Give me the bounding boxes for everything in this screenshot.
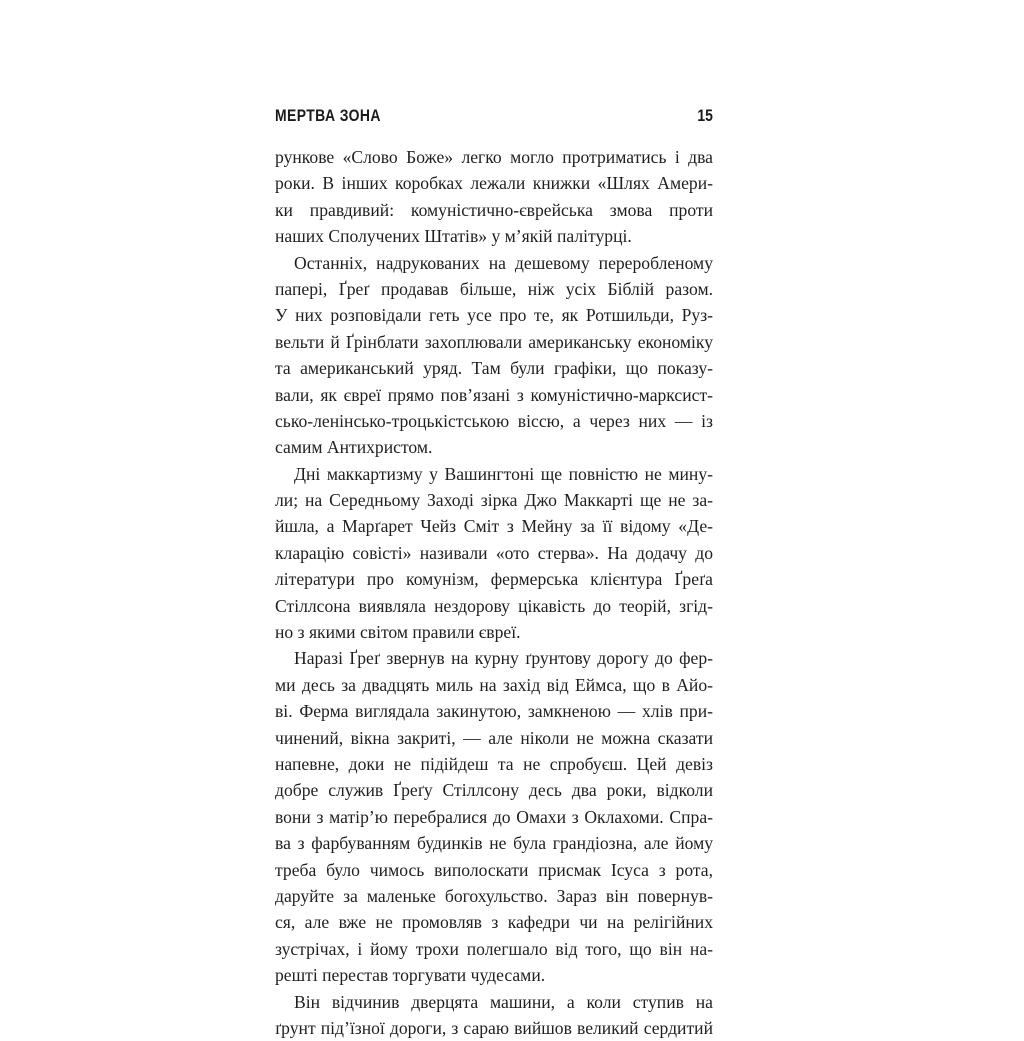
text-line: літератури про комунізм, фермерська клієнтура Ґреґа xyxy=(275,566,713,592)
text-line: вельти й Ґрінблати захоплювали американську економіку xyxy=(275,329,713,355)
text-line: ли; на Середньому Заході зірка Джо Маккарті ще не за- xyxy=(275,487,713,513)
text-line: но з якими світом правили євреї. xyxy=(275,619,713,645)
text-line: чинений, вікна закриті, — але ніколи не можна сказати xyxy=(275,725,713,751)
text-line: вони з матір’ю перебралися до Омахи з Оклахоми. Спра- xyxy=(275,804,713,830)
paragraph xyxy=(275,461,713,646)
text-line: кларацію совісті» називали «ото стерва». На додачу до xyxy=(275,540,713,566)
paragraph xyxy=(275,645,713,988)
text-line: ки правдивий: комуністично-єврейська змова проти xyxy=(275,197,713,223)
text-line: папері, Ґреґ продавав більше, ніж усіх Біблій разом. xyxy=(275,276,713,302)
text-line: У них розповідали геть усе про те, як Ротшильди, Руз- xyxy=(275,302,713,328)
text-line: зустрічах, і йому трохи полегшало від того, що він на- xyxy=(275,936,713,962)
text-line: рункове «Слово Боже» легко могло протриматись і два xyxy=(275,144,713,170)
text-line: та американський уряд. Там були графіки, що показу- xyxy=(275,355,713,381)
text-line: самим Антихристом. xyxy=(275,434,713,460)
text-line: ва з фарбуванням будинків не була грандіозна, але йому xyxy=(275,830,713,856)
text-line: даруйте за маленьке богохульство. Зараз він повернув- xyxy=(275,883,713,909)
page-number: 15 xyxy=(697,106,713,126)
text-line: Останніх, надрукованих на дешевому переробленому xyxy=(275,250,713,276)
text-line: Стіллсона виявляла нездорову цікавість до теорій, згід- xyxy=(275,593,713,619)
text-line: сько-ленінсько-троцькістською віссю, а через них — із xyxy=(275,408,713,434)
text-line: роки. В інших коробках лежали книжки «Шлях Амери- xyxy=(275,170,713,196)
text-line: Дні маккартизму у Вашингтоні ще повністю не мину- xyxy=(275,461,713,487)
text-line: решті перестав торгувати чудесами. xyxy=(275,962,713,988)
text-line: ґрунт під’їзної дороги, з сараю вийшов великий сердитий xyxy=(275,1015,713,1041)
body-text xyxy=(275,144,713,1041)
book-title: МЕРТВА ЗОНА xyxy=(275,106,381,126)
paragraph xyxy=(275,250,713,461)
text-line: наших Сполучених Штатів» у м’якій палітурці. xyxy=(275,223,713,249)
text-line: ми десь за двадцять миль на захід від Еймса, що в Айо- xyxy=(275,672,713,698)
text-line: вали, як євреї прямо пов’язані з комуністично-марксист- xyxy=(275,382,713,408)
text-line: ся, але вже не промовляв з кафедри чи на релігійних xyxy=(275,909,713,935)
text-line: напевне, доки не підійдеш та не спробуєш. Цей девіз xyxy=(275,751,713,777)
text-line: Наразі Ґреґ звернув на курну ґрунтову дорогу до фер- xyxy=(275,645,713,671)
text-line: Він відчинив дверцята машини, а коли ступив на xyxy=(275,989,713,1015)
text-line: ві. Ферма виглядала закинутою, замкненою — хлів при- xyxy=(275,698,713,724)
paragraph xyxy=(275,989,713,1041)
running-head xyxy=(275,104,713,128)
paragraph xyxy=(275,144,713,250)
text-line: йшла, а Марґарет Чейз Сміт з Мейну за її відому «Де- xyxy=(275,513,713,539)
text-line: добре служив Ґреґу Стіллсону десь два роки, відколи xyxy=(275,777,713,803)
text-line: треба було чимось виполоскати присмак Ісуса з рота, xyxy=(275,857,713,883)
